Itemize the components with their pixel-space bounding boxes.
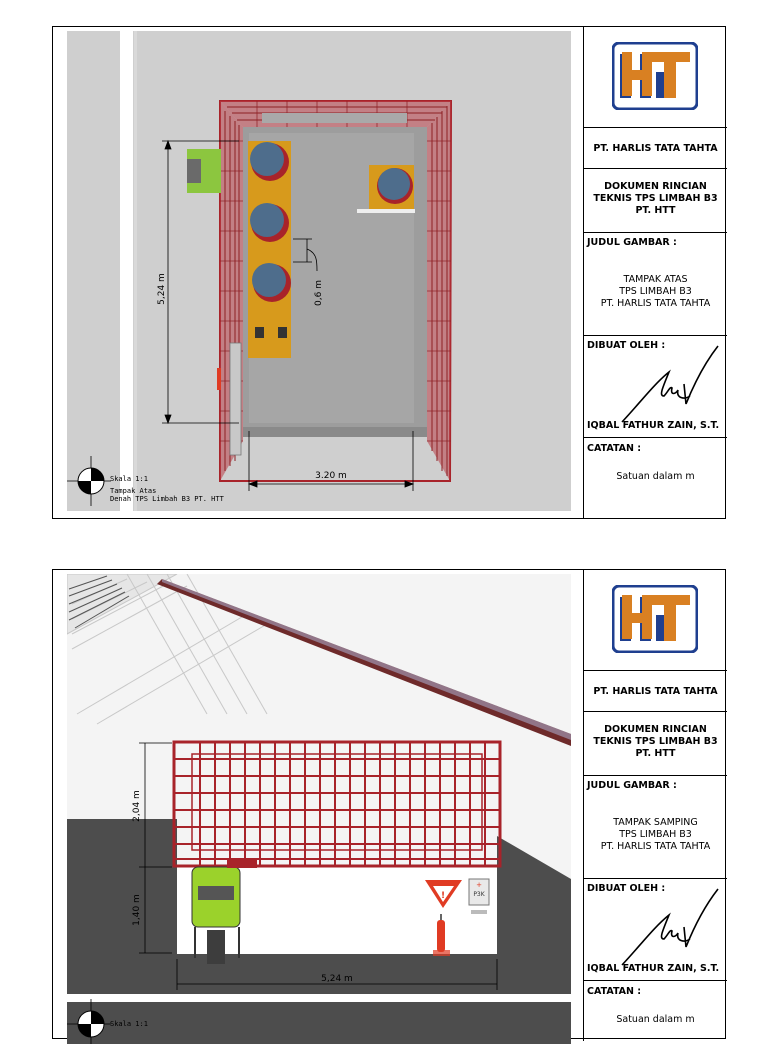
door — [230, 343, 241, 455]
author-label: DIBUAT OLEH : — [587, 340, 666, 351]
logo-cell — [584, 569, 727, 671]
top-view-drawing — [67, 31, 571, 511]
side-view-svg — [67, 574, 571, 1044]
svg-text:!: ! — [440, 891, 446, 901]
dimension-spacing-label: 0,6 m — [314, 280, 324, 306]
notes-label: CATATAN : — [587, 443, 642, 454]
drawing-title-cell — [584, 776, 727, 879]
scale-label: Skala 1:1 — [110, 1020, 148, 1028]
small-container — [255, 327, 264, 338]
notes-label: CATATAN : — [587, 986, 642, 997]
drawing-caption: Tampak Atas — [110, 487, 157, 495]
roof-light — [262, 113, 407, 123]
drawing-title-line: PT. HARLIS TATA TAHTA — [600, 841, 711, 852]
company-name: PT. HARLIS TATA TAHTA — [584, 128, 727, 169]
dimension-length-label: 5,24 m — [321, 974, 353, 984]
drawing-sheet-top-view — [52, 26, 726, 519]
dimension-width-label: 3.20 m — [315, 471, 347, 481]
notes-cell — [584, 981, 727, 1041]
dimension-length-label: 5,24 m — [157, 273, 167, 305]
drum — [377, 168, 413, 204]
author-name: IQBAL FATHUR ZAIN, S.T. — [587, 420, 720, 431]
author-cell — [584, 336, 727, 438]
company-name: PT. HARLIS TATA TAHTA — [584, 671, 727, 712]
author-name: IQBAL FATHUR ZAIN, S.T. — [587, 963, 720, 974]
drum-top — [227, 858, 257, 868]
small-container — [278, 327, 287, 338]
top-view-svg — [67, 31, 571, 511]
drawing-title-line: TPS LIMBAH B3 — [619, 829, 692, 840]
drawing-title-line: TPS LIMBAH B3 — [619, 286, 692, 297]
signature — [614, 887, 734, 967]
author-cell — [584, 879, 727, 981]
drawing-caption-sub: Denah TPS Limbah B3 PT. HTT — [110, 495, 224, 503]
fire-extinguisher — [217, 368, 221, 390]
title-block — [583, 569, 727, 1041]
drawing-title-line: PT. HARLIS TATA TAHTA — [600, 298, 711, 309]
road-marking — [120, 31, 133, 511]
drawing-title-line: TAMPAK ATAS — [623, 274, 688, 285]
company-logo — [612, 42, 698, 110]
side-view-drawing — [67, 574, 571, 1044]
drawing-sheet-side-view — [52, 569, 726, 1039]
scale-label: Skala 1:1 — [110, 475, 148, 483]
drawing-title-line: TAMPAK SAMPING — [613, 817, 698, 828]
company-logo — [612, 585, 698, 653]
dimension-upper-height-label: 2,04 m — [132, 790, 142, 822]
p3k-label: P3K — [473, 891, 485, 898]
notes-text: Satuan dalam m — [616, 1014, 695, 1025]
document-title: DOKUMEN RINCIAN TEKNIS TPS LIMBAH B3 PT. HTT — [584, 169, 727, 233]
drawing-title-label: JUDUL GAMBAR : — [587, 237, 677, 248]
title-block — [583, 26, 727, 518]
author-label: DIBUAT OLEH : — [587, 883, 666, 894]
document-title: DOKUMEN RINCIAN TEKNIS TPS LIMBAH B3 PT. HTT — [584, 712, 727, 776]
signature — [614, 344, 734, 424]
dimension-lower-height-label: 1,40 m — [132, 894, 142, 926]
drawing-title-label: JUDUL GAMBAR : — [587, 780, 677, 791]
logo-cell — [584, 26, 727, 128]
notes-text: Satuan dalam m — [616, 471, 695, 482]
svg-text:+: + — [476, 881, 482, 889]
drawing-title-cell — [584, 233, 727, 336]
notes-cell — [584, 438, 727, 518]
